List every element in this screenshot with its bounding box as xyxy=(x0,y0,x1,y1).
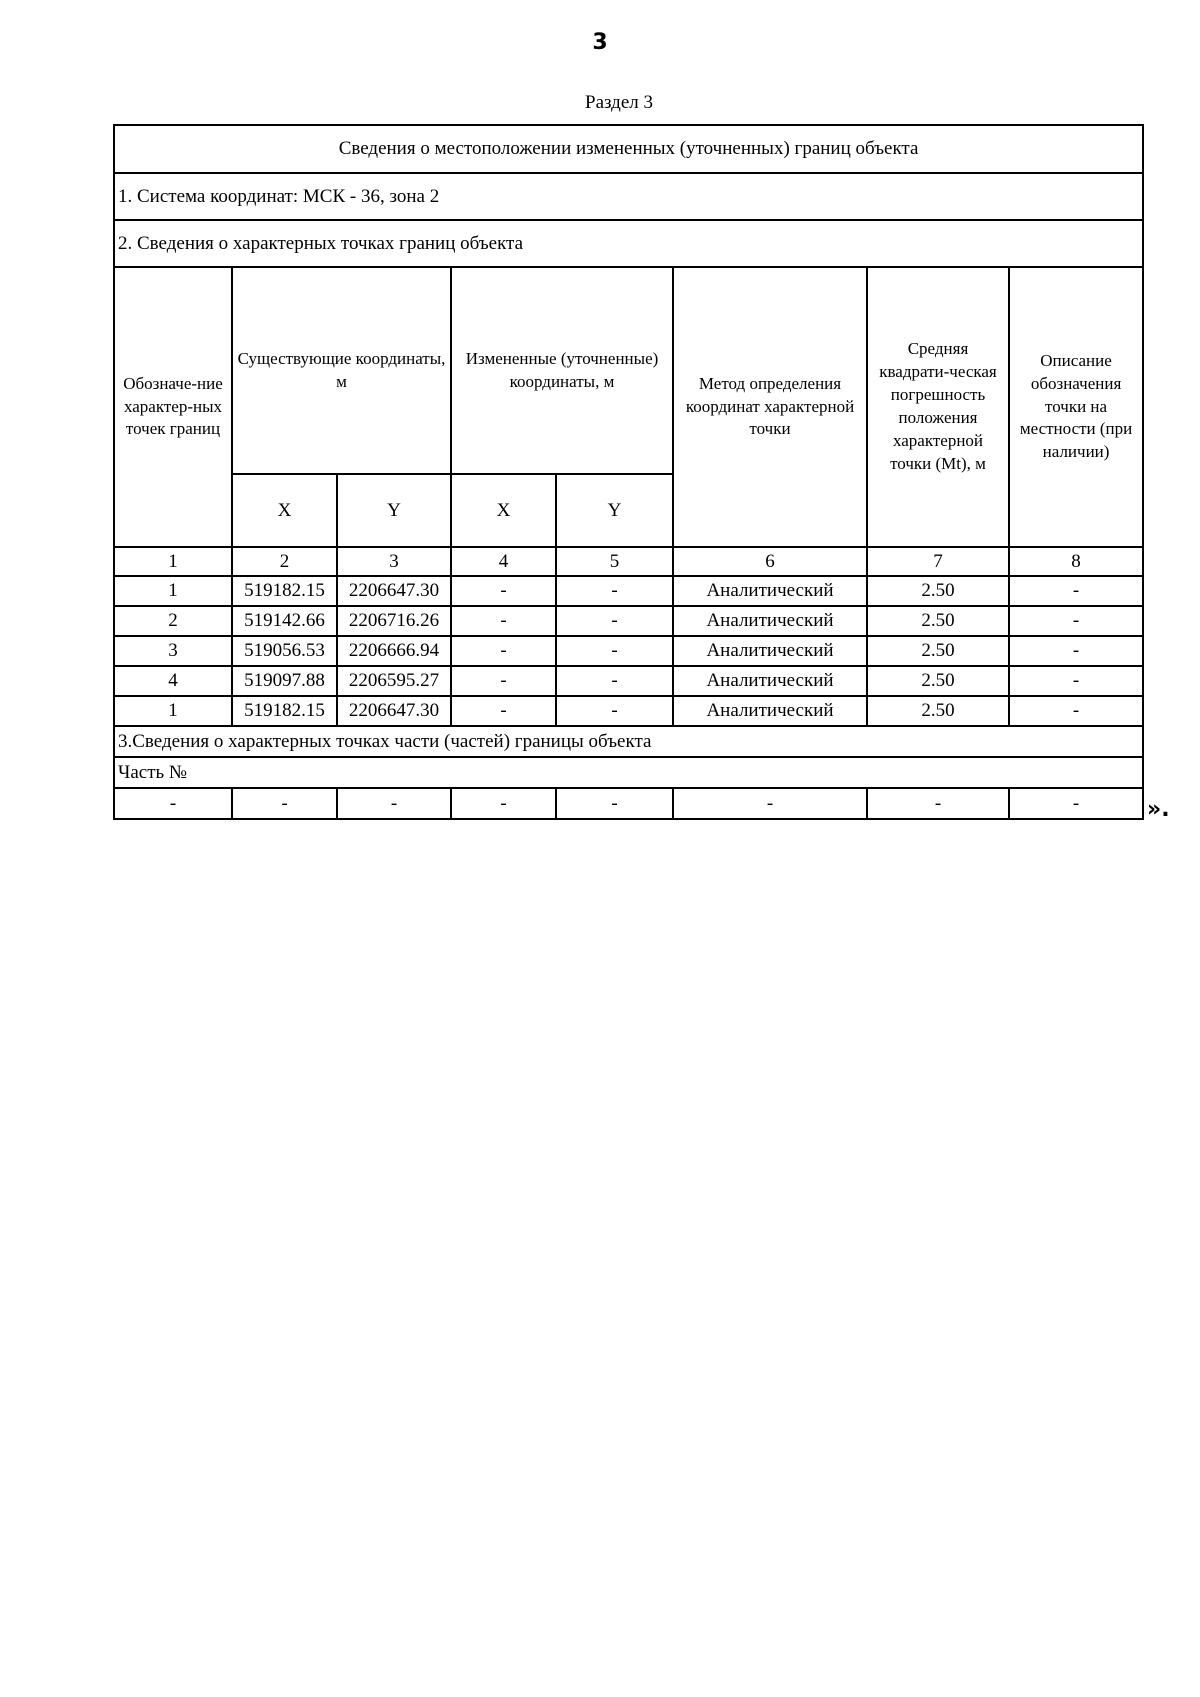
changed-x: - xyxy=(451,606,556,636)
changed-y: - xyxy=(556,576,673,606)
header-y-existing: Y xyxy=(337,474,451,547)
method: Аналитический xyxy=(673,696,867,726)
header-method: Метод определения координат характерной точки xyxy=(673,267,867,547)
changed-y: - xyxy=(556,636,673,666)
error-mt: 2.50 xyxy=(867,636,1009,666)
column-number: 8 xyxy=(1009,547,1143,576)
description: - xyxy=(1009,636,1143,666)
error-mt: 2.50 xyxy=(867,666,1009,696)
header-x-changed: X xyxy=(451,474,556,547)
changed-y: - xyxy=(556,666,673,696)
description: - xyxy=(1009,696,1143,726)
existing-y: 2206716.26 xyxy=(337,606,451,636)
existing-y: 2206666.94 xyxy=(337,636,451,666)
table-title: Сведения о местоположении измененных (уточненных) границ объекта xyxy=(114,125,1143,173)
description: - xyxy=(1009,606,1143,636)
existing-x: 519056.53 xyxy=(232,636,337,666)
part-number-label: Часть № xyxy=(114,757,1143,788)
table-row xyxy=(114,606,1143,636)
column-number-row xyxy=(114,547,1143,576)
closing-quote-mark: ». xyxy=(1147,797,1170,822)
column-number: 7 xyxy=(867,547,1009,576)
column-number: 4 xyxy=(451,547,556,576)
existing-x: 519097.88 xyxy=(232,666,337,696)
empty-cell: - xyxy=(867,788,1009,819)
existing-y: 2206647.30 xyxy=(337,696,451,726)
column-number: 5 xyxy=(556,547,673,576)
point-designation: 1 xyxy=(114,696,232,726)
empty-cell: - xyxy=(232,788,337,819)
header-changed: Измененные (уточненные) координаты, м xyxy=(451,267,673,474)
changed-x: - xyxy=(451,666,556,696)
empty-cell: - xyxy=(556,788,673,819)
header-x-existing: X xyxy=(232,474,337,547)
parts-heading: 3.Сведения о характерных точках части (частей) границы объекта xyxy=(114,726,1143,757)
column-number: 6 xyxy=(673,547,867,576)
existing-x: 519142.66 xyxy=(232,606,337,636)
header-y-changed: Y xyxy=(556,474,673,547)
table-row xyxy=(114,576,1143,606)
table-body xyxy=(114,125,1143,819)
column-number: 2 xyxy=(232,547,337,576)
header-existing: Существующие координаты, м xyxy=(232,267,451,474)
point-designation: 2 xyxy=(114,606,232,636)
description: - xyxy=(1009,576,1143,606)
empty-cell: - xyxy=(1009,788,1143,819)
coord-system: 1. Система координат: МСК - 36, зона 2 xyxy=(114,173,1143,220)
table-row xyxy=(114,696,1143,726)
empty-cell: - xyxy=(114,788,232,819)
error-mt: 2.50 xyxy=(867,576,1009,606)
changed-x: - xyxy=(451,636,556,666)
boundary-table xyxy=(113,124,1144,820)
section-label: Раздел 3 xyxy=(585,92,653,113)
column-number: 1 xyxy=(114,547,232,576)
changed-y: - xyxy=(556,606,673,636)
existing-y: 2206647.30 xyxy=(337,576,451,606)
column-number: 3 xyxy=(337,547,451,576)
error-mt: 2.50 xyxy=(867,696,1009,726)
empty-cell: - xyxy=(673,788,867,819)
method: Аналитический xyxy=(673,576,867,606)
error-mt: 2.50 xyxy=(867,606,1009,636)
table-row xyxy=(114,666,1143,696)
method: Аналитический xyxy=(673,636,867,666)
table-row xyxy=(114,636,1143,666)
description: - xyxy=(1009,666,1143,696)
point-designation: 4 xyxy=(114,666,232,696)
empty-cell: - xyxy=(451,788,556,819)
method: Аналитический xyxy=(673,606,867,636)
existing-y: 2206595.27 xyxy=(337,666,451,696)
empty-cell: - xyxy=(337,788,451,819)
method: Аналитический xyxy=(673,666,867,696)
header-description: Описание обозначения точки на местности (при наличии) xyxy=(1009,267,1143,547)
page-number: 3 xyxy=(592,30,608,55)
existing-x: 519182.15 xyxy=(232,696,337,726)
point-designation: 3 xyxy=(114,636,232,666)
header-designation: Обозначе-ние характер-ных точек границ xyxy=(114,267,232,547)
existing-x: 519182.15 xyxy=(232,576,337,606)
changed-x: - xyxy=(451,576,556,606)
changed-x: - xyxy=(451,696,556,726)
point-designation: 1 xyxy=(114,576,232,606)
points-heading: 2. Сведения о характерных точках границ объекта xyxy=(114,220,1143,267)
header-error: Средняя квадрати-ческая погрешность положения характерной точки (Mt), м xyxy=(867,267,1009,547)
empty-part-row xyxy=(114,788,1143,819)
changed-y: - xyxy=(556,696,673,726)
